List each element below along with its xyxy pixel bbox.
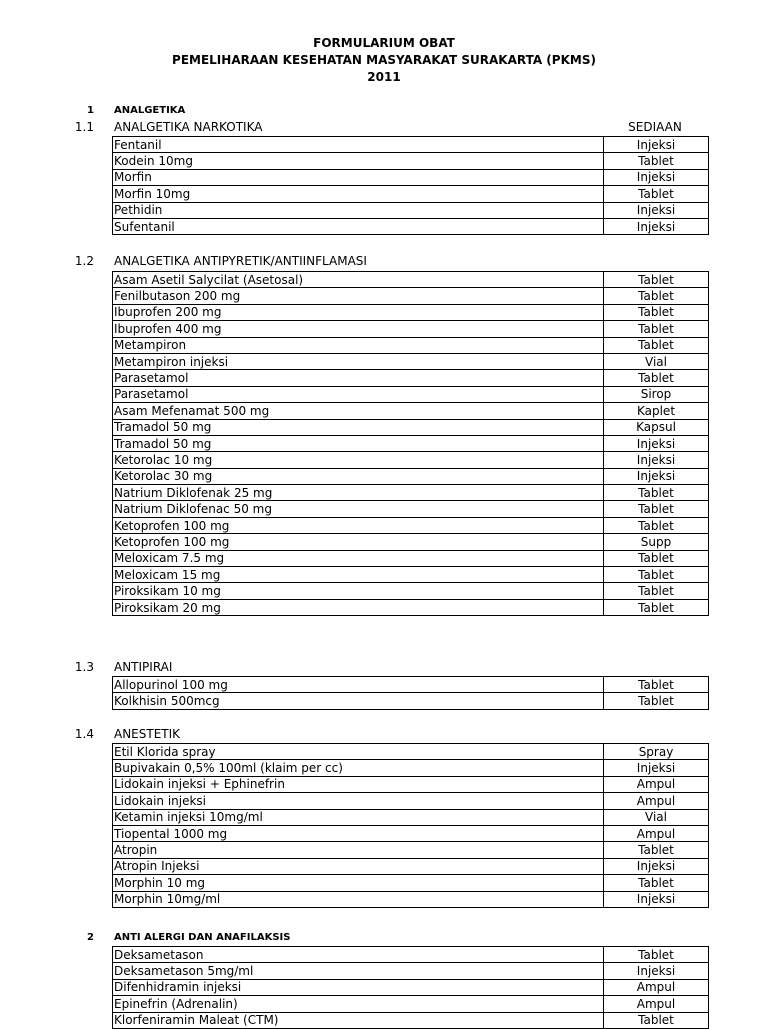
table-row [113, 137, 709, 153]
table-row [113, 693, 709, 709]
dosage-form-cell: Tablet [604, 1012, 709, 1028]
table-row [113, 996, 709, 1012]
table-row [113, 858, 709, 874]
table-row [113, 501, 709, 517]
drug-name-cell: Tramadol 50 mg [113, 419, 604, 435]
dosage-form-cell: Tablet [604, 599, 709, 615]
table-row [113, 337, 709, 353]
drug-name-cell: Deksametason 5mg/ml [113, 963, 604, 979]
dosage-form-cell: Tablet [604, 321, 709, 337]
section-number: 1.4 [74, 727, 94, 741]
drug-name-cell: Atropin Injeksi [113, 858, 604, 874]
drug-name-cell: Bupivakain 0,5% 100ml (klaim per cc) [113, 760, 604, 776]
table-row [113, 875, 709, 891]
table-row [113, 567, 709, 583]
table-row [113, 169, 709, 185]
drug-name-cell: Sufentanil [113, 218, 604, 234]
drug-name-cell: Fentanil [113, 137, 604, 153]
drug-name-cell: Difenhidramin injeksi [113, 979, 604, 995]
drug-name-cell: Ketamin injeksi 10mg/ml [113, 809, 604, 825]
table-row [113, 353, 709, 369]
table-row [113, 468, 709, 484]
drug-table [112, 271, 709, 616]
table-row [113, 809, 709, 825]
dosage-form-cell: Tablet [604, 370, 709, 386]
table-row [113, 304, 709, 320]
dosage-form-cell: Spray [604, 744, 709, 760]
table-row [113, 452, 709, 468]
drug-table [112, 743, 709, 908]
table-row [113, 583, 709, 599]
dosage-form-cell: Ampul [604, 776, 709, 792]
drug-name-cell: Metampiron [113, 337, 604, 353]
dosage-form-cell: Ampul [604, 979, 709, 995]
dosage-form-cell: Tablet [604, 153, 709, 169]
section-title: ANESTETIK [114, 727, 181, 741]
dosage-form-cell: Tablet [604, 272, 709, 288]
drug-name-cell: Natrium Diklofenak 25 mg [113, 485, 604, 501]
section-title: ANALGETIKA ANTIPYRETIK/ANTIINFLAMASI [114, 254, 367, 268]
drug-name-cell: Parasetamol [113, 386, 604, 402]
drug-name-cell: Meloxicam 15 mg [113, 567, 604, 583]
dosage-form-cell: Tablet [604, 304, 709, 320]
table-row [113, 435, 709, 451]
table-row [113, 370, 709, 386]
table-row [113, 760, 709, 776]
dosage-form-cell: Injeksi [604, 452, 709, 468]
dosage-form-cell: Tablet [604, 677, 709, 693]
dosage-form-cell: Tablet [604, 550, 709, 566]
drug-table [112, 136, 709, 235]
drug-name-cell: Asam Asetil Salycilat (Asetosal) [113, 272, 604, 288]
dosage-form-cell: Injeksi [604, 202, 709, 218]
drug-name-cell: Deksametason [113, 947, 604, 963]
drug-name-cell: Allopurinol 100 mg [113, 677, 604, 693]
dosage-form-cell: Injeksi [604, 963, 709, 979]
dosage-form-cell: Tablet [604, 517, 709, 533]
dosage-form-cell: Injeksi [604, 891, 709, 907]
drug-name-cell: Epinefrin (Adrenalin) [113, 996, 604, 1012]
dosage-form-cell: Tablet [604, 842, 709, 858]
drug-name-cell: Fenilbutason 200 mg [113, 288, 604, 304]
drug-name-cell: Ketorolac 30 mg [113, 468, 604, 484]
table-row [113, 403, 709, 419]
dosage-form-cell: Vial [604, 809, 709, 825]
table-row [113, 534, 709, 550]
table-row [113, 485, 709, 501]
dosage-form-cell: Ampul [604, 996, 709, 1012]
drug-name-cell: Ketoprofen 100 mg [113, 534, 604, 550]
section-number: 1.2 [74, 254, 94, 268]
drug-name-cell: Natrium Diklofenac 50 mg [113, 501, 604, 517]
document-title: FORMULARIUM OBAT [313, 36, 455, 50]
table-row [113, 386, 709, 402]
table-row [113, 218, 709, 234]
drug-name-cell: Etil Klorida spray [113, 744, 604, 760]
dosage-form-cell: Tablet [604, 875, 709, 891]
table-row [113, 744, 709, 760]
table-row [113, 963, 709, 979]
drug-name-cell: Tramadol 50 mg [113, 435, 604, 451]
dosage-form-cell: Injeksi [604, 435, 709, 451]
section-title: ANTIPIRAI [114, 660, 173, 674]
table-row [113, 186, 709, 202]
dosage-form-cell: Injeksi [604, 468, 709, 484]
drug-table [112, 946, 709, 1029]
dosage-form-cell: Injeksi [604, 760, 709, 776]
drug-name-cell: Kodein 10mg [113, 153, 604, 169]
drug-name-cell: Meloxicam 7.5 mg [113, 550, 604, 566]
table-row [113, 842, 709, 858]
table-row [113, 321, 709, 337]
dosage-form-cell: Vial [604, 353, 709, 369]
drug-name-cell: Asam Mefenamat 500 mg [113, 403, 604, 419]
drug-name-cell: Piroksikam 20 mg [113, 599, 604, 615]
section-title: ANTI ALERGI DAN ANAFILAKSIS [114, 932, 291, 943]
drug-name-cell: Kolkhisin 500mcg [113, 693, 604, 709]
drug-name-cell: Morphin 10mg/ml [113, 891, 604, 907]
table-row [113, 202, 709, 218]
dosage-form-cell: Tablet [604, 485, 709, 501]
section-number: 1.3 [74, 660, 94, 674]
drug-name-cell: Ibuprofen 200 mg [113, 304, 604, 320]
dosage-form-cell: Tablet [604, 186, 709, 202]
dosage-form-cell: Kapsul [604, 419, 709, 435]
drug-name-cell: Klorfeniramin Maleat (CTM) [113, 1012, 604, 1028]
table-row [113, 288, 709, 304]
drug-name-cell: Morfin [113, 169, 604, 185]
dosage-form-cell: Tablet [604, 947, 709, 963]
drug-name-cell: Ibuprofen 400 mg [113, 321, 604, 337]
dosage-form-cell: Tablet [604, 288, 709, 304]
dosage-form-cell: Sirop [604, 386, 709, 402]
dosage-form-cell: Injeksi [604, 169, 709, 185]
section-title: ANALGETIKA NARKOTIKA [114, 120, 263, 134]
drug-name-cell: Atropin [113, 842, 604, 858]
drug-name-cell: Ketorolac 10 mg [113, 452, 604, 468]
section-number: 2 [87, 932, 94, 943]
table-row [113, 677, 709, 693]
drug-name-cell: Metampiron injeksi [113, 353, 604, 369]
table-row [113, 517, 709, 533]
dosage-form-cell: Tablet [604, 337, 709, 353]
drug-name-cell: Ketoprofen 100 mg [113, 517, 604, 533]
dosage-form-cell: Tablet [604, 501, 709, 517]
dosage-form-cell: Injeksi [604, 218, 709, 234]
drug-name-cell: Morphin 10 mg [113, 875, 604, 891]
drug-table [112, 676, 709, 710]
dosage-form-cell: Tablet [604, 567, 709, 583]
table-row [113, 153, 709, 169]
section-number: 1.1 [74, 120, 94, 134]
drug-name-cell: Pethidin [113, 202, 604, 218]
drug-name-cell: Morfin 10mg [113, 186, 604, 202]
section-number: 1 [87, 105, 94, 116]
table-row [113, 776, 709, 792]
dosage-form-cell: Injeksi [604, 858, 709, 874]
section-title: ANALGETIKA [114, 105, 186, 116]
drug-name-cell: Lidokain injeksi [113, 793, 604, 809]
table-row [113, 1012, 709, 1028]
table-row [113, 550, 709, 566]
document-subtitle: PEMELIHARAAN KESEHATAN MASYARAKAT SURAKARTA (PKMS) [172, 53, 596, 67]
table-row [113, 793, 709, 809]
table-row [113, 979, 709, 995]
document-year: 2011 [367, 70, 401, 84]
dosage-form-cell: Ampul [604, 825, 709, 841]
dosage-form-cell: Tablet [604, 693, 709, 709]
table-row [113, 599, 709, 615]
drug-name-cell: Lidokain injeksi + Ephinefrin [113, 776, 604, 792]
table-row [113, 825, 709, 841]
table-row [113, 947, 709, 963]
table-row [113, 419, 709, 435]
dosage-form-cell: Supp [604, 534, 709, 550]
drug-name-cell: Tiopental 1000 mg [113, 825, 604, 841]
dosage-form-cell: Injeksi [604, 137, 709, 153]
dosage-form-cell: Tablet [604, 583, 709, 599]
dosage-form-cell: Kaplet [604, 403, 709, 419]
column-header-sediaan: SEDIAAN [628, 120, 682, 134]
drug-name-cell: Piroksikam 10 mg [113, 583, 604, 599]
table-row [113, 891, 709, 907]
drug-name-cell: Parasetamol [113, 370, 604, 386]
table-row [113, 272, 709, 288]
dosage-form-cell: Ampul [604, 793, 709, 809]
